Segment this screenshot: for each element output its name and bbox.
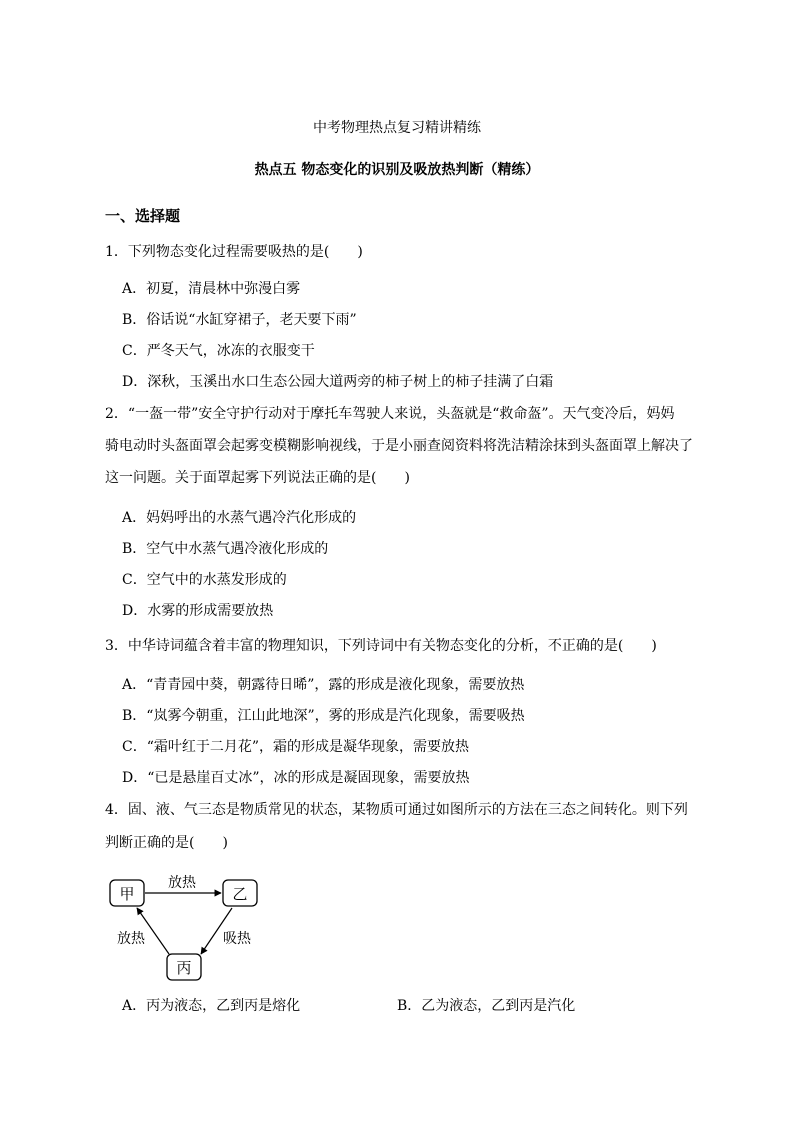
question-2-option-c: C．空气中的水蒸发形成的 (122, 572, 287, 588)
question-2-stem-line-3: 这一问题。关于面罩起雾下列说法正确的是( ) (105, 470, 410, 486)
section-heading: 一、选择题 (105, 207, 181, 225)
question-3-option-d: D．“已是悬崖百丈冰”，冰的形成是凝固现象，需要放热 (122, 770, 470, 786)
edge-yi-bing-label: 吸热 (223, 931, 251, 947)
document-title: 中考物理热点复习精讲精练 (313, 120, 481, 136)
question-4-option-b: B．乙为液态，乙到丙是汽化 (397, 998, 576, 1014)
question-2-option-d: D．水雾的形成需要放热 (122, 603, 274, 619)
question-3-stem: 3．中华诗词蕴含着丰富的物理知识，下列诗词中有关物态变化的分析，不正确的是( ) (105, 638, 657, 654)
question-3-option-a: A．“青青园中葵，朝露待日晞”，露的形成是液化现象，需要放热 (122, 677, 525, 693)
node-yi-label: 乙 (232, 885, 248, 903)
question-4-stem-line-2: 判断正确的是( ) (105, 835, 228, 851)
question-4-option-a: A．丙为液态，乙到丙是熔化 (122, 998, 301, 1014)
question-1-option-c: C．严冬天气，冰冻的衣服变干 (122, 343, 315, 359)
node-bing-label: 丙 (176, 959, 192, 977)
question-2-option-a: A．妈妈呼出的水蒸气遇冷汽化形成的 (122, 510, 357, 526)
question-1-option-d: D．深秋，玉溪出水口生态公园大道两旁的柿子树上的柿子挂满了白霜 (122, 374, 554, 390)
question-4-stem-line-1: 4．固、液、气三态是物质常见的状态，某物质可通过如图所示的方法在三态之间转化。则下列 (105, 802, 688, 818)
question-3-option-c: C．“霜叶红于二月花”，霜的形成是凝华现象，需要放热 (122, 739, 470, 755)
question-1-stem: 1．下列物态变化过程需要吸热的是( ) (105, 244, 363, 260)
question-1-option-a: A．初夏，清晨林中弥漫白雾 (122, 281, 301, 297)
question-3-option-b: B．“岚雾今朝重，江山此地深”，雾的形成是汽化现象，需要吸热 (122, 708, 525, 724)
question-2-stem-line-1: 2．“一盔一带”安全守护行动对于摩托车驾驶人来说，头盔就是“救命盔”。天气变冷后，妈妈 (105, 406, 675, 422)
document-subtitle: 热点五 物态变化的识别及吸放热判断（精练） (254, 162, 540, 178)
question-2-option-b: B．空气中水蒸气遇冷液化形成的 (122, 541, 329, 557)
node-jia-label: 甲 (119, 885, 135, 903)
question-1-option-b: B．俗话说“水缸穿裙子，老天要下雨” (122, 312, 357, 328)
edge-bing-jia-label: 放热 (117, 931, 145, 947)
state-transition-svg (105, 870, 265, 985)
state-transition-diagram (105, 870, 265, 985)
question-2-stem-line-2: 骑电动时头盔面罩会起雾变模糊影响视线，于是小丽查阅资料将洗洁精涂抹到头盔面罩上解决了 (105, 438, 693, 454)
edge-jia-yi-label: 放热 (168, 875, 196, 891)
